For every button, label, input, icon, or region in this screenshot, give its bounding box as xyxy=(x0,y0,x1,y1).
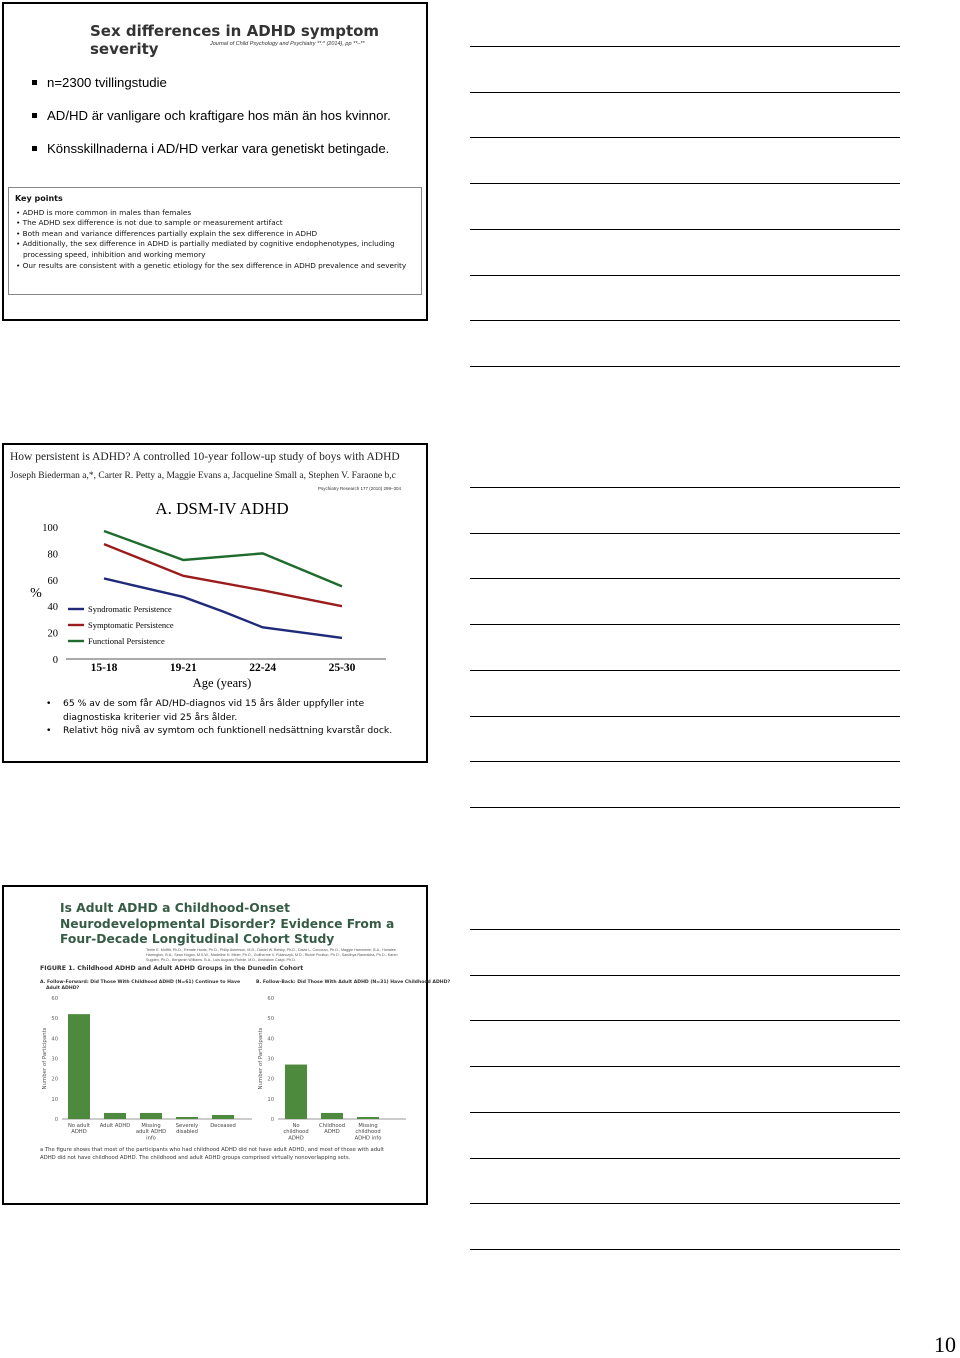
note-line xyxy=(470,578,900,579)
y-tick-label: 0 xyxy=(54,1117,58,1123)
note-line xyxy=(470,275,900,276)
y-tick-label: 60 xyxy=(51,996,58,1002)
bar xyxy=(68,1014,90,1119)
y-tick-label: 50 xyxy=(267,1016,274,1023)
note-item: • Relativt hög nivå av symtom och funktionell nedsättning kvarstår dock. xyxy=(46,724,416,738)
persistence-line-chart xyxy=(4,445,426,695)
x-tick-label: Severely xyxy=(175,1123,199,1129)
bar xyxy=(104,1113,126,1119)
x-tick-label: ADHD info xyxy=(354,1135,382,1142)
y-axis-label: Number of Participants xyxy=(42,1027,48,1090)
series-line xyxy=(104,544,342,606)
y-tick-label: 40 xyxy=(51,1036,58,1043)
bar xyxy=(321,1113,343,1119)
note-line xyxy=(470,1203,900,1204)
x-tick-label: disabled xyxy=(176,1129,198,1136)
x-tick-label: No xyxy=(292,1123,300,1129)
note-line xyxy=(470,366,900,367)
y-tick-label: 40 xyxy=(47,602,58,614)
bar xyxy=(285,1065,307,1119)
y-tick-label: 50 xyxy=(51,1016,58,1023)
y-axis-label: Number of Participants xyxy=(258,1027,264,1090)
x-tick-label: adult ADHD xyxy=(135,1129,167,1136)
note-line xyxy=(470,137,900,138)
chart-title: A. DSM-IV ADHD xyxy=(155,499,289,518)
page-number: 10 xyxy=(934,1332,956,1357)
note-line xyxy=(470,670,900,671)
y-tick-label: 60 xyxy=(47,575,58,587)
note-line xyxy=(470,320,900,321)
note-line xyxy=(470,1158,900,1159)
key-points-title: Key points xyxy=(15,194,63,203)
slide-3-title: Is Adult ADHD a Childhood-Onset Neurodevelopmental Disorder? Evidence From a Four-Decade Longitudinal Cohort Study xyxy=(60,901,395,946)
legend-label: Symptomatic Persistence xyxy=(88,620,174,630)
figure-title: FIGURE 1. Childhood ADHD and Adult ADHD Groups in the Dunedin Cohort xyxy=(40,965,304,972)
note-line xyxy=(470,807,900,808)
y-axis-label: % xyxy=(30,586,42,601)
panel-title: B. Follow-Back: Did Those With Adult ADHD (N=31) Have Childhood ADHD? xyxy=(256,980,451,985)
x-tick-label: ADHD xyxy=(324,1129,340,1136)
slide-1 xyxy=(2,2,428,321)
y-tick-label: 0 xyxy=(52,655,58,666)
x-tick-label: ADHD xyxy=(71,1129,87,1136)
y-tick-label: 100 xyxy=(42,523,58,534)
x-axis-label: Age (years) xyxy=(192,676,252,690)
note-line xyxy=(470,761,900,762)
note-line xyxy=(470,975,900,976)
square-bullet-icon xyxy=(32,146,37,151)
slide-2-authors: Joseph Biederman a,*, Carter R. Petty a, Maggie Evans a, Jacqueline Small a, Stephen V. Faraone b,c xyxy=(10,471,396,481)
y-tick-label: 20 xyxy=(51,1076,58,1083)
slide-3 xyxy=(2,885,451,1205)
slide-2-title: How persistent is ADHD? A controlled 10-year follow-up study of boys with ADHD xyxy=(10,451,400,463)
note-line xyxy=(470,929,900,930)
x-tick-label: 25-30 xyxy=(328,662,356,674)
note-line xyxy=(470,1112,900,1113)
x-tick-label: Missing xyxy=(141,1123,161,1129)
y-tick-label: 0 xyxy=(270,1117,274,1123)
y-tick-label: 60 xyxy=(267,996,274,1002)
key-points-box xyxy=(8,187,422,295)
y-tick-label: 10 xyxy=(267,1096,274,1103)
note-line xyxy=(470,46,900,47)
panel-title: A. Follow-Forward: Did Those With Childhood ADHD (N=61) Continue to Have xyxy=(40,980,241,985)
x-tick-label: 22-24 xyxy=(249,662,277,674)
key-point: • The ADHD sex difference is not due to sample or measurement artifact xyxy=(16,218,283,228)
slide-1-journal: Journal of Child Psychology and Psychiatry **:* (2014), pp **–** xyxy=(210,41,365,47)
bullet-item: n=2300 tvillingstudie xyxy=(32,66,391,99)
slide-2-journal: Psychiatry Research 177 (2010) 299–304 xyxy=(318,486,402,491)
x-tick-label: 19-21 xyxy=(169,662,197,674)
x-tick-label: childhood xyxy=(355,1129,381,1136)
key-point: • Both mean and variance differences partially explain the sex difference in ADHD xyxy=(16,228,318,238)
x-tick-label: 15-18 xyxy=(90,662,118,674)
y-tick-label: 20 xyxy=(47,628,58,640)
note-line xyxy=(470,183,900,184)
y-tick-label: 30 xyxy=(267,1056,274,1063)
bar xyxy=(212,1115,234,1119)
panel-title: Adult ADHD? xyxy=(46,986,80,991)
x-tick-label: info xyxy=(146,1135,156,1142)
note-line xyxy=(470,1066,900,1067)
bar xyxy=(140,1113,162,1119)
note-line xyxy=(470,533,900,534)
y-tick-label: 20 xyxy=(267,1076,274,1083)
y-tick-label: 30 xyxy=(51,1056,58,1063)
bar xyxy=(357,1117,379,1119)
note-item: • 65 % av de som får AD/HD-diagnos vid 15 års ålder uppfyller inte diagnostiska kriterier vid 25 års ålder. xyxy=(46,697,416,724)
y-tick-label: 80 xyxy=(47,549,58,561)
x-tick-label: Deceased xyxy=(210,1123,236,1129)
key-point: • ADHD is more common in males than females xyxy=(16,207,192,217)
legend-label: Functional Persistence xyxy=(88,636,165,646)
note-line xyxy=(470,92,900,93)
bullet-item: Könsskillnaderna i AD/HD verkar vara genetiskt betingade. xyxy=(32,132,391,165)
bullet-item: AD/HD är vanligare och kraftigare hos män än hos kvinnor. xyxy=(32,99,391,132)
note-line xyxy=(470,624,900,625)
note-line xyxy=(470,716,900,717)
square-bullet-icon xyxy=(32,80,37,85)
slide-1-bullets xyxy=(32,66,391,165)
slide-2 xyxy=(2,443,428,763)
slide-3-authors: Terrie E. Moffitt, Ph.D., Renate Houts, Ph.D., Philip Asherson, M.D., Daniel W. Belsky, Ph.D., David L. Corcoran, Ph.D., Maggie Hammerle, B.A., Honalee Harrington, B.A., Sean Hogan, M.S.W., Madeline H. Meier, Ph.D., Guilherme V. Polanczyk, M.D., Richie Poulton, Ph.D., Sandhya Ramrakha, Ph.D., Karen Sugden, Ph.D., Benjamin Williams, B.A., Luis Augusto Rohde, M.D., Avshalom Caspi, Ph.D. xyxy=(146,948,398,962)
slide-1-title: Sex differences in ADHD symptom severity xyxy=(90,22,380,58)
y-tick-label: 10 xyxy=(51,1096,58,1103)
note-line xyxy=(470,1020,900,1021)
note-line xyxy=(470,229,900,230)
x-tick-label: No adult xyxy=(68,1123,90,1129)
square-bullet-icon xyxy=(32,113,37,118)
slide-2-notes xyxy=(46,697,416,738)
x-tick-label: ADHD xyxy=(288,1135,304,1142)
x-tick-label: Adult ADHD xyxy=(99,1123,131,1129)
x-tick-label: Childhood xyxy=(318,1123,346,1129)
key-point: • Our results are consistent with a genetic etiology for the sex difference in ADHD prevalence and severity xyxy=(16,260,407,270)
x-tick-label: childhood xyxy=(283,1129,309,1136)
figure-footnote: a The figure shows that most of the participants who had childhood ADHD did not have adult ADHD, and most of those with adult ADHD did not have childhood ADHD. The childhood and adult ADHD groups comprised virtually nonoverlapping sets. xyxy=(40,1147,384,1161)
note-line xyxy=(470,1249,900,1250)
key-point: • Additionally, the sex difference in ADHD is partially mediated by cognitive endophenotypes, including processing speed, inhibition and working memory xyxy=(16,239,395,259)
x-tick-label: Missing xyxy=(358,1123,378,1129)
note-line xyxy=(470,487,900,488)
bar xyxy=(176,1117,198,1119)
legend-label: Syndromatic Persistence xyxy=(88,604,172,614)
y-tick-label: 40 xyxy=(267,1036,274,1043)
